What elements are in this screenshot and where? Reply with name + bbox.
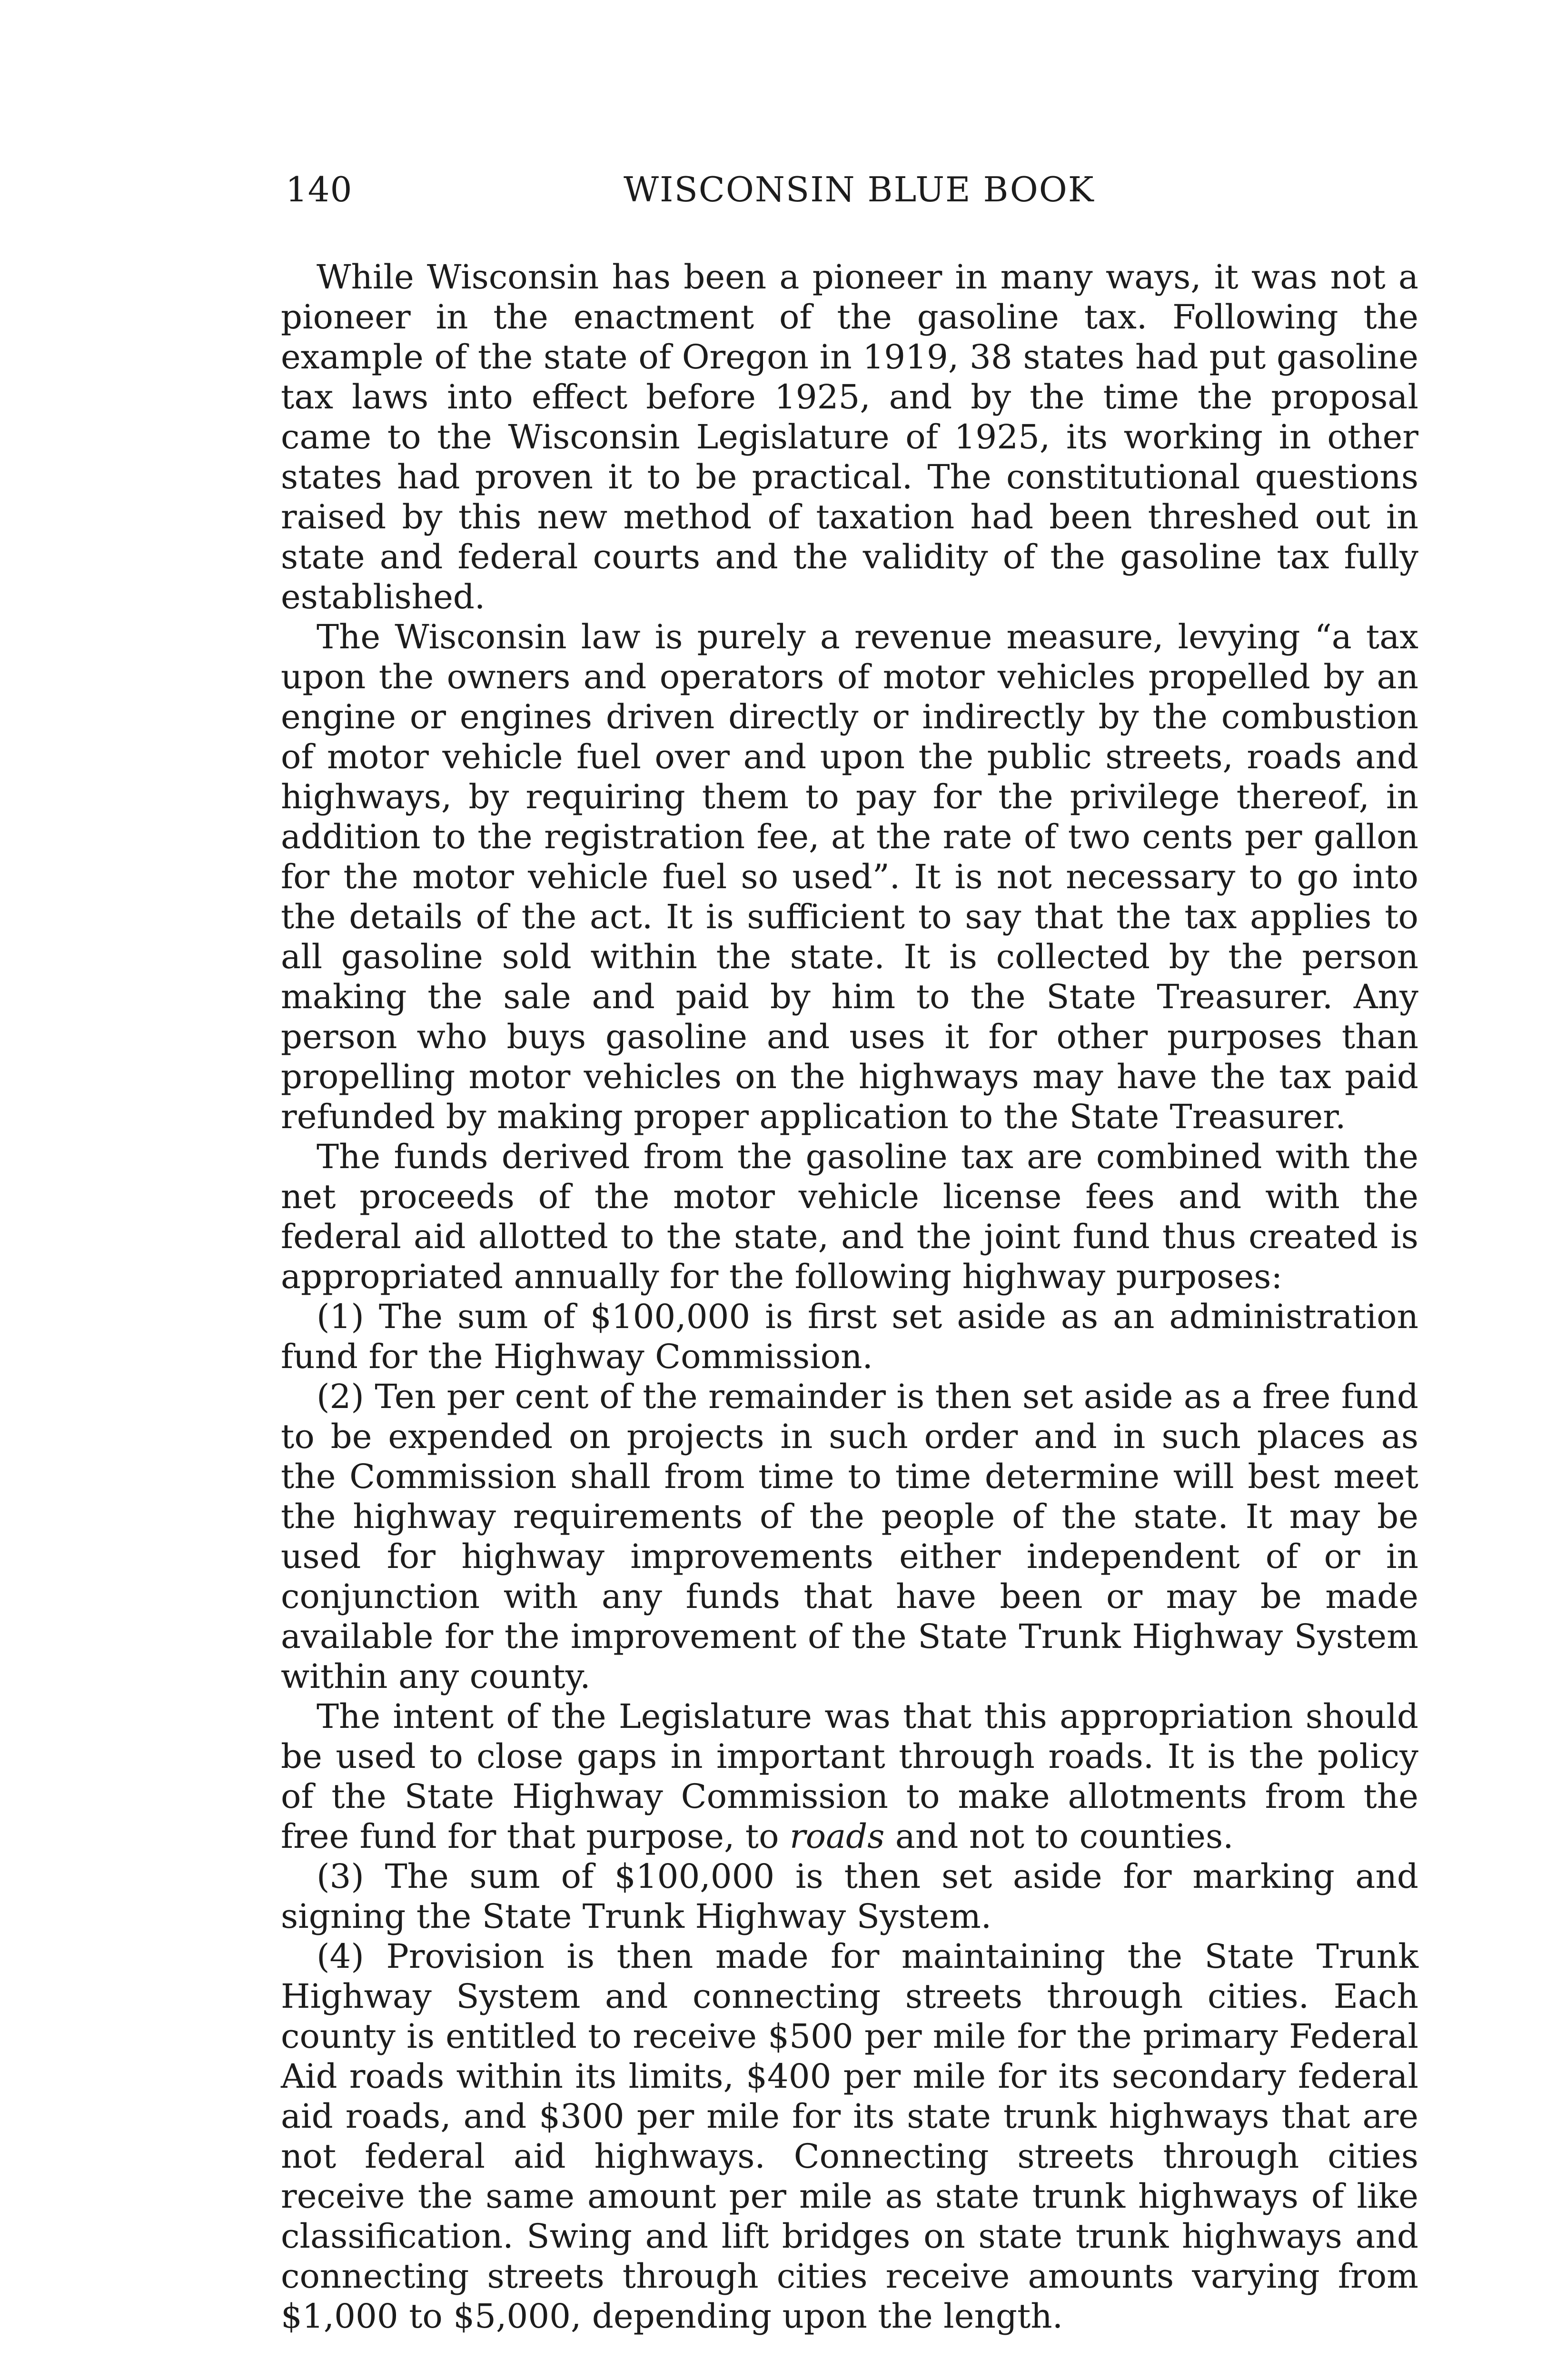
paragraph-item-3: (3) The sum of $100,000 is then set aside for marking and signing the State Trunk Highway System. <box>281 1857 1418 1936</box>
paragraph-text-after: and not to counties. <box>884 1817 1234 1856</box>
body-text <box>281 257 1418 2336</box>
emphasized-word: roads <box>789 1817 885 1856</box>
page-number: 140 <box>286 169 353 209</box>
paragraph-item-1: (1) The sum of $100,000 is first set aside as an administration fund for the Highway Commission. <box>281 1297 1418 1376</box>
paragraph-item-2: (2) Ten per cent of the remainder is then set aside as a free fund to be expended on projects in such order and in such places as the Commission shall from time to time determine will best meet the highway requirements of the people of the state. It may be used for highway improvements either independent of or in conjunction with any funds that have been or may be made available for the improvement of the State Trunk Highway System within any county. <box>281 1377 1418 1696</box>
running-title: WISCONSIN BLUE BOOK <box>624 169 1095 209</box>
paragraph-text-before: The intent of the Legislature was that this appropriation should be used to close gaps in important through roads. It is the policy of the State Highway Commission to make allotments from the free fund for that purpose, to <box>281 1697 1418 1856</box>
paragraph-legislature-intent <box>281 1696 1418 1856</box>
paragraph-gasoline-tax-pioneer: While Wisconsin has been a pioneer in many ways, it was not a pioneer in the enactment of the gasoline tax. Following the example of the state of Oregon in 1919, 38 states had put gasoline tax laws into effect before 1925, and by the time the proposal came to the Wisconsin Legislature of 1925, its working in other states had proven it to be practical. The constitutional questions raised by this new method of taxation had been threshed out in state and federal courts and the validity of the gasoline tax fully established. <box>281 258 1418 616</box>
paragraph-wisconsin-law: The Wisconsin law is purely a revenue measure, levying “a tax upon the owners and operators of motor vehicles propelled by an engine or engines driven directly or indirectly by the combustion of motor vehicle fuel over and upon the public streets, roads and highways, by requiring them to pay for the privilege thereof, in addition to the registration fee, at the rate of two cents per gallon for the motor vehicle fuel so used”. It is not necessary to go into the details of the act. It is sufficient to say that the tax applies to all gasoline sold within the state. It is collected by the person making the sale and paid by him to the State Treasurer. Any person who buys gasoline and uses it for other purposes than propelling motor vehicles on the highways may have the tax paid refunded by making proper application to the State Treasurer. <box>281 617 1418 1136</box>
paragraph-funds-derived: The funds derived from the gasoline tax are combined with the net proceeds of the motor vehicle license fees and with the federal aid allotted to the state, and the joint fund thus created is appropriated annually for the following highway purposes: <box>281 1137 1418 1296</box>
paragraph-item-4: (4) Provision is then made for maintaining the State Trunk Highway System and connecting streets through cities. Each county is entitled to receive $500 per mile for the primary Federal Aid roads within its limits, $400 per mile for its secondary federal aid roads, and $300 per mile for its state trunk highways that are not federal aid highways. Connecting streets through cities receive the same amount per mile as state trunk highways of like classification. Swing and lift bridges on state trunk highways and connecting streets through cities receive amounts varying from $1,000 to $5,000, depending upon the length. <box>281 1937 1418 2336</box>
